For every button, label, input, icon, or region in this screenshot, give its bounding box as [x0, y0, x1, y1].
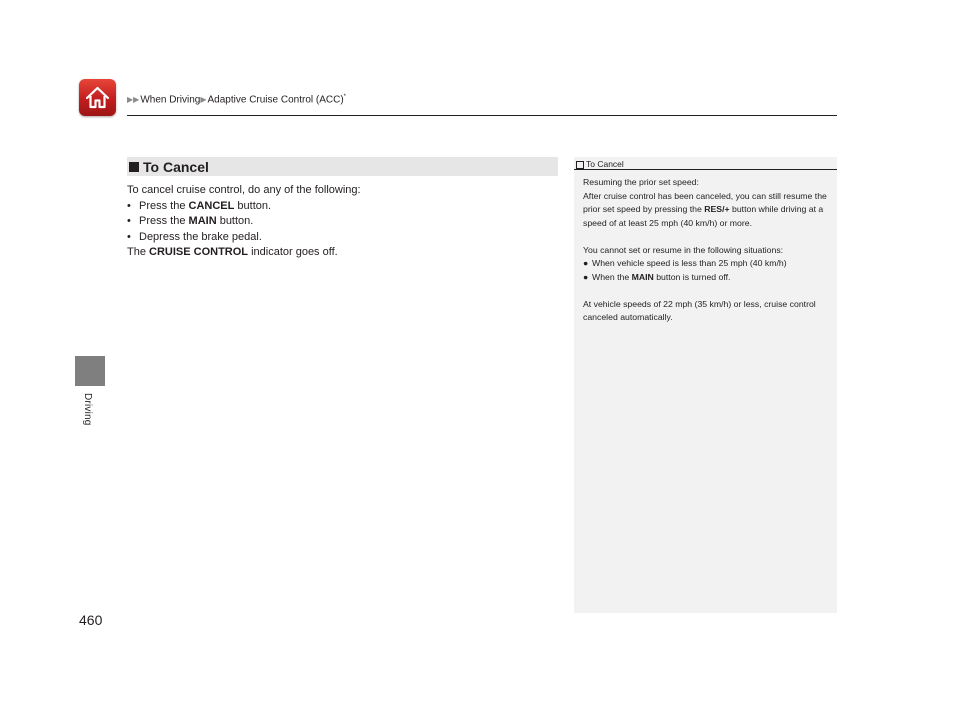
list-item-text: Press the [139, 215, 189, 227]
breadcrumb-arrow-icon: ▶▶ [127, 95, 140, 105]
button-name: CANCEL [188, 199, 235, 212]
bullet-icon: ● [583, 271, 589, 282]
list-item [127, 230, 361, 246]
section-outro [127, 245, 361, 261]
bullet-icon: • [127, 230, 131, 243]
header-divider [127, 115, 837, 116]
button-name: MAIN [188, 215, 217, 227]
list-item-text: Press the [139, 199, 189, 212]
section-intro: To cancel cruise control, do any of the following: [127, 184, 361, 196]
side-tab-marker[interactable] [75, 356, 105, 386]
home-button[interactable] [79, 79, 116, 116]
note-list-text: When vehicle speed is less than 25 mph (40 km/h) [592, 258, 787, 268]
note-divider [574, 169, 837, 170]
note-paragraph [583, 190, 831, 231]
note-paragraph: You cannot set or resume in the following situations: [583, 244, 784, 255]
breadcrumb [127, 94, 346, 105]
note-body [583, 176, 831, 325]
breadcrumb-item-acc[interactable]: Adaptive Cruise Control (ACC) [207, 94, 344, 106]
list-item [127, 214, 361, 230]
note-title [576, 159, 624, 169]
section-title: To Cancel [143, 158, 209, 175]
note-text: After cruise control has been canceled, you can still resume the prior set speed by pressing the [583, 190, 827, 214]
list-item-text: button. [216, 215, 254, 227]
outro-text: The [127, 246, 150, 258]
section-body [127, 183, 361, 261]
button-name: RES/+ [704, 204, 730, 214]
bullet-icon: • [127, 215, 131, 227]
indicator-name: CRUISE CONTROL [149, 246, 249, 258]
list-item [127, 199, 361, 215]
bullet-icon: ● [583, 258, 589, 268]
note-paragraph: At vehicle speeds of 22 mph (35 km/h) or less, cruise control canceled automatically. [583, 298, 816, 322]
section-heading [127, 157, 558, 176]
heading-square-icon [129, 162, 139, 172]
breadcrumb-arrow-icon: ▶ [200, 95, 207, 105]
note-title-text: To Cancel [586, 159, 624, 169]
bullet-icon: • [127, 199, 131, 212]
optional-feature-marker: * [343, 94, 347, 100]
note-text: button while driving at a speed of at least 25 mph (40 km/h) or more. [583, 204, 824, 228]
note-paragraph: Resuming the prior set speed: [583, 177, 699, 187]
button-name: MAIN [631, 271, 654, 282]
note-list-text: button is turned off. [653, 271, 731, 282]
note-list-text: When the [592, 271, 632, 282]
list-item-text: button. [234, 199, 272, 212]
page-number: 460 [79, 612, 103, 628]
breadcrumb-item-when-driving[interactable]: When Driving [140, 94, 201, 106]
note-marker-icon [576, 161, 584, 169]
outro-text: indicator goes off. [248, 246, 338, 258]
home-icon [85, 85, 110, 110]
note-list-item [583, 271, 831, 285]
list-item-text: Depress the brake pedal. [139, 230, 262, 243]
side-tab-label: Driving [82, 393, 93, 426]
note-list-item [583, 257, 831, 271]
